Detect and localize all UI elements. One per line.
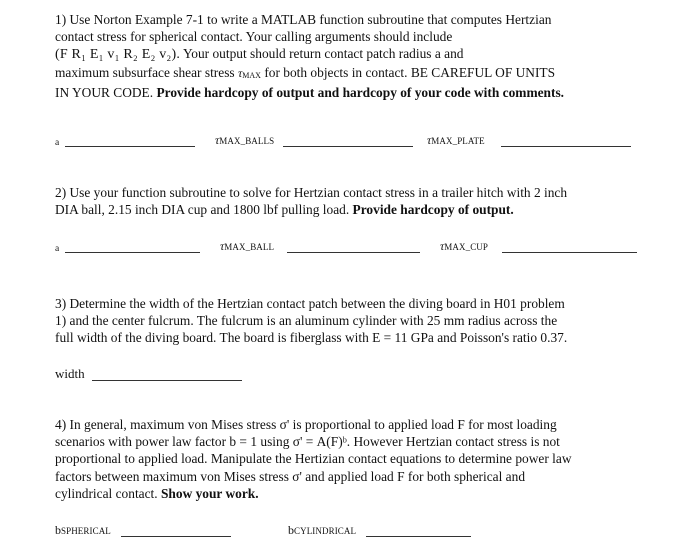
blank-b-cylindrical[interactable] [366, 536, 471, 537]
answer-row-3 [55, 364, 255, 384]
blank-b-spherical[interactable] [121, 536, 231, 537]
label-b-spherical [55, 523, 111, 538]
answer-row-4 [55, 522, 475, 540]
q1-line-3-tail: Your output should return contact patch radius a and [182, 46, 464, 62]
answer-row-2 [55, 238, 640, 256]
question-1 [55, 11, 640, 101]
tau-symbol: τ [440, 239, 445, 253]
q1-instruction-bold: Provide hardcopy of output and hardcopy of your code with comments. [156, 84, 565, 100]
q2-instruction-bold: Provide hardcopy of output. [352, 202, 514, 218]
blank-tau-max-balls[interactable] [283, 146, 413, 147]
blank-tau-max-ball[interactable] [287, 252, 420, 253]
q1-line-3 [55, 45, 640, 63]
q4-line-5 [55, 485, 640, 502]
q4-line-2: scenarios with power law factor b = 1 using σ' = A(F)ᵇ. However Hertzian contact stress is not [55, 434, 560, 450]
blank-a-1[interactable] [65, 146, 195, 147]
q4-line-1: 4) In general, maximum von Mises stress σ' is proportional to applied load F for most loading [55, 417, 557, 432]
q3-line-1: 3) Determine the width of the Hertzian contact patch between the diving board in H01 problem [55, 296, 565, 311]
subscript-max-ball: MAX_BALL [224, 242, 275, 252]
subscript-max-cup: MAX_CUP [444, 242, 489, 252]
q4-line-3: proportional to applied load. Manipulate the Hertizian contact equations to determine power law [55, 451, 572, 467]
answer-row-1 [55, 132, 635, 150]
label-tau-max-ball [220, 239, 274, 254]
blank-tau-max-plate[interactable] [501, 146, 631, 147]
label-tau-max-balls [215, 133, 274, 148]
question-4 [55, 416, 640, 502]
b-symbol: b [55, 523, 61, 537]
q1-line-5 [55, 84, 640, 101]
q4-instruction-bold: Show your work. [160, 485, 259, 501]
q4-line-5-start: cylindrical contact. [55, 485, 158, 501]
question-3 [55, 295, 640, 347]
q1-calling-arguments: (F R₁ E₁ v₁ R₂ E₂ v₂). [55, 47, 181, 63]
subscript-spherical: SPHERICAL [61, 526, 111, 536]
q4-line-4: factors between maximum von Mises stress σ' and applied load F for both spherical and [55, 468, 526, 484]
tau-symbol: τ [237, 65, 243, 80]
q1-line-4-start: maximum subsurface shear stress [55, 64, 235, 80]
q1-line-4-end: for both objects in contact. BE CAREFUL OF UNITS [264, 64, 556, 80]
q2-line-2-start: DIA ball, 2.15 inch DIA cup and 1800 lbf pulling load. [55, 202, 350, 218]
label-b-cylindrical [288, 523, 356, 538]
label-a-2: a [55, 244, 60, 254]
q1-line-2: contact stress for spherical contact. Your calling arguments should include [55, 29, 453, 45]
label-tau-max-plate [427, 133, 485, 148]
tau-symbol: τ [220, 239, 225, 253]
tau-symbol: τ [215, 133, 220, 147]
subscript-max-balls: MAX_BALLS [219, 136, 275, 146]
question-2 [55, 184, 640, 218]
q1-line-4 [55, 64, 640, 84]
b-symbol: b [288, 523, 294, 537]
q1-line-5-start: IN YOUR CODE. [55, 84, 154, 100]
label-tau-max-cup [440, 239, 488, 254]
q2-line-2 [55, 201, 640, 218]
subscript-cylindrical: CYLINDRICAL [294, 526, 357, 536]
label-a-1: a [55, 138, 60, 148]
q1-line-1: 1) Use Norton Example 7-1 to write a MATLAB function subroutine that computes Hertzian [55, 12, 552, 27]
q2-line-1: 2) Use your function subroutine to solve for Hertzian contact stress in a trailer hitch with 2 inch [55, 185, 568, 200]
blank-tau-max-cup[interactable] [502, 252, 637, 253]
subscript-max-plate: MAX_PLATE [431, 136, 485, 146]
q3-line-3: full width of the diving board. The board is fiberglass with E = 11 GPa and Poisson's ratio 0.37. [55, 330, 568, 346]
q3-line-2: 1) and the center fulcrum. The fulcrum is an aluminum cylinder with 25 mm radius across the [55, 313, 558, 329]
label-width: width [55, 366, 85, 381]
blank-a-2[interactable] [65, 252, 200, 253]
blank-width[interactable] [92, 380, 242, 381]
tau-symbol: τ [427, 133, 432, 147]
tau-max-subscript: MAX [242, 70, 261, 80]
